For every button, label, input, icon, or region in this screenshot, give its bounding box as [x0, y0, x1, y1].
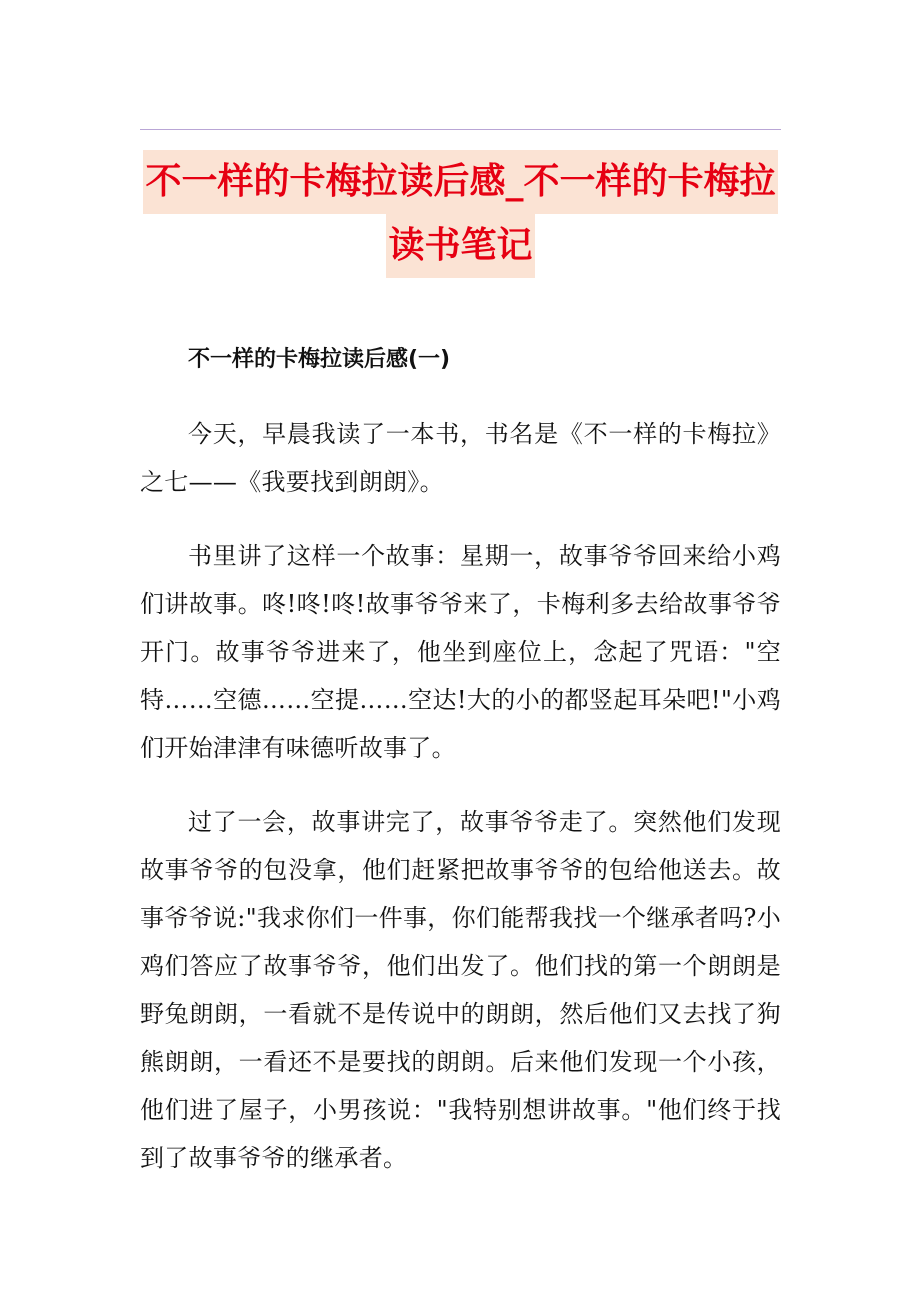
document-title: [140, 150, 781, 278]
document-body: [140, 336, 781, 1208]
section-heading: 不一样的卡梅拉读后感(一): [188, 347, 451, 372]
top-divider: [140, 129, 781, 130]
paragraph-3: 过了一会，故事讲完了，故事爷爷走了。突然他们发现故事爷爷的包没拿，他们赶紧把故事爷爷的包给他送去。故事爷爷说:"我求你们一件事，你们能帮我找一个继承者吗?小鸡们答应了故事爷爷，他们出发了。他们找的第一个朗朗是野兔朗朗，一看就不是传说中的朗朗，然后他们又去找了狗熊朗朗，一看还不是要找的朗朗。后来他们发现一个小孩，他们进了屋子，小男孩说："我特别想讲故事。"他们终于找到了故事爷爷的继承者。: [140, 808, 781, 1172]
paragraph-2: 书里讲了这样一个故事：星期一，故事爷爷回来给小鸡们讲故事。咚!咚!咚!故事爷爷来了，卡梅利多去给故事爷爷开门。故事爷爷进来了，他坐到座位上，念起了咒语："空特……空德……空提……空达!大的小的都竖起耳朵吧!"小鸡们开始津津有味德听故事了。: [140, 542, 781, 762]
title-line-1: 不一样的卡梅拉读后感_不一样的卡梅拉: [143, 150, 777, 214]
paragraph-1: 今天，早晨我读了一本书，书名是《不一样的卡梅拉》之七——《我要找到朗朗》。: [140, 420, 781, 496]
title-line-2: 读书笔记: [386, 214, 534, 278]
